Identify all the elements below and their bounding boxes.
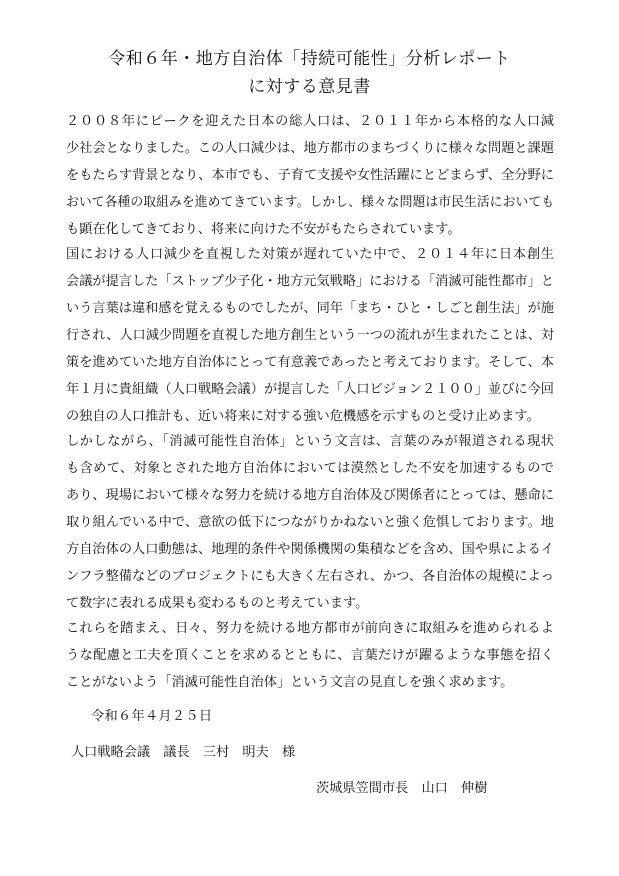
paragraph-4 xyxy=(66,615,554,696)
paragraph-line: ことがないよう「消滅可能性自治体」という文言の見直しを強く求めます。 xyxy=(66,675,514,690)
document-date: 令和６年４月２５日 xyxy=(91,709,213,724)
recipient-line: 人口戦略会議 議長 三村 明夫 様 xyxy=(71,745,296,760)
document-title-line-2: に対する意見書 xyxy=(248,77,371,97)
paragraph-line: 行され、人口減少問題を直視した地方創生という一つの流れが生まれたことは、対 xyxy=(66,328,554,343)
paragraph-line: 少社会となりました。この人口減少は、地方都市のまちづくりに様々な問題と課題 xyxy=(66,141,554,156)
paragraph-line: あり、現場において様々な努力を続ける地方自治体及び関係者にとっては、懸命に xyxy=(66,488,554,503)
paragraph-line: 方自治体の人口動態は、地理的条件や関係機関の集積などを含め、国や県によるイ xyxy=(66,542,554,557)
paragraph-line: 取り組んでいる中で、意欲の低下につながりかねないと強く危惧しております。地 xyxy=(66,515,554,530)
paragraph-line: ２００８年にピークを迎えた日本の総人口は、２０１１年から本格的な人口減 xyxy=(66,114,554,129)
paragraph-line: 策を進めていた地方自治体にとって有意義であったと考えております。そして、本 xyxy=(66,355,554,370)
paragraph-3 xyxy=(66,428,554,617)
paragraph-line: これらを踏まえ、日々、努力を続ける地方都市が前向きに取組みを進められるよ xyxy=(66,621,554,636)
paragraph-line: 年１月に貴組織（人口戦略会議）が提言した「人口ビジョン２１００」並びに今回 xyxy=(66,382,554,397)
paragraph-line: ンフラ整備などのプロジェクトにも大きく左右され、かつ、各自治体の規模によっ xyxy=(66,569,554,584)
paragraph-line: も顕在化してきており、将来に向けた不安がもたらされています。 xyxy=(66,222,461,237)
paragraph-2 xyxy=(66,241,554,430)
paragraph-line: うな配慮と工夫を頂くことを求めるとともに、言葉だけが躍るような事態を招く xyxy=(66,648,554,663)
paragraph-line: て数字に表れる成果も変わるものと考えています。 xyxy=(66,596,369,611)
paragraph-1 xyxy=(66,108,554,243)
paragraph-line: いう言葉は違和感を覚えるものでしたが、同年「まち・ひと・しごと創生法」が施 xyxy=(66,301,554,316)
document-title-line-1: 令和６年・地方自治体「持続可能性」分析レポート xyxy=(108,49,511,69)
sender-signature-line: 茨城県笠間市長 山口 伸樹 xyxy=(316,781,488,796)
paragraph-line: も含めて、対象とされた地方自治体においては漠然とした不安を加速するもので xyxy=(66,461,554,476)
paragraph-line: おいて各種の取組みを進めてきています。しかし、様々な問題は市民生活においても xyxy=(66,195,554,210)
paragraph-line: の独自の人口推計も、近い将来に対する強い危機感を示すものと受け止めます。 xyxy=(66,409,540,424)
paragraph-line: しかしながら、「消滅可能性自治体」という文言は、言葉のみが報道される現状 xyxy=(66,434,554,449)
paragraph-line: 会議が提言した「ストップ少子化・地方元気戦略」における「消滅可能性都市」と xyxy=(66,274,554,289)
paragraph-line: をもたらす背景となり、本市でも、子育て支援や女性活躍にとどまらず、全分野に xyxy=(66,168,554,183)
paragraph-line: 国における人口減少を直視した対策が遅れていた中で、２０１４年に日本創生 xyxy=(66,247,554,262)
